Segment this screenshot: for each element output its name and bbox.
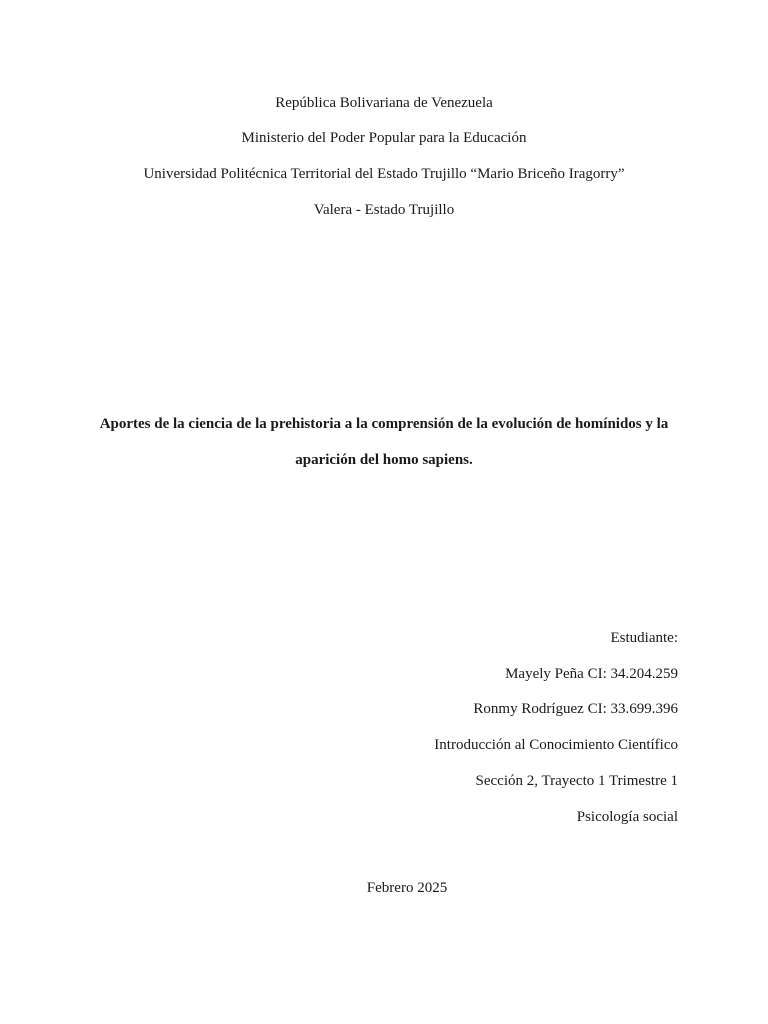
student-name-1: Mayely Peña CI: 34.204.259 (505, 666, 678, 682)
header-university: Universidad Politécnica Territorial del Estado Trujillo “Mario Briceño Iragorry” (143, 166, 625, 182)
student-label: Estudiante: (610, 630, 678, 646)
header-ministry: Ministerio del Poder Popular para la Educación (241, 130, 527, 146)
document-title-line-1: Aportes de la ciencia de la prehistoria a la comprensión de la evolución de homínidos y la (99, 416, 669, 432)
document-title-line-2: aparición del homo sapiens. (295, 452, 473, 468)
section-info: Sección 2, Trayecto 1 Trimestre 1 (475, 773, 678, 789)
header-country: República Bolivariana de Venezuela (275, 95, 493, 111)
document-date: Febrero 2025 (366, 880, 448, 896)
subject-name: Psicología social (576, 809, 678, 825)
header-location: Valera - Estado Trujillo (313, 202, 455, 218)
course-name: Introducción al Conocimiento Científico (434, 737, 678, 753)
student-name-2: Ronmy Rodríguez CI: 33.699.396 (473, 701, 678, 717)
